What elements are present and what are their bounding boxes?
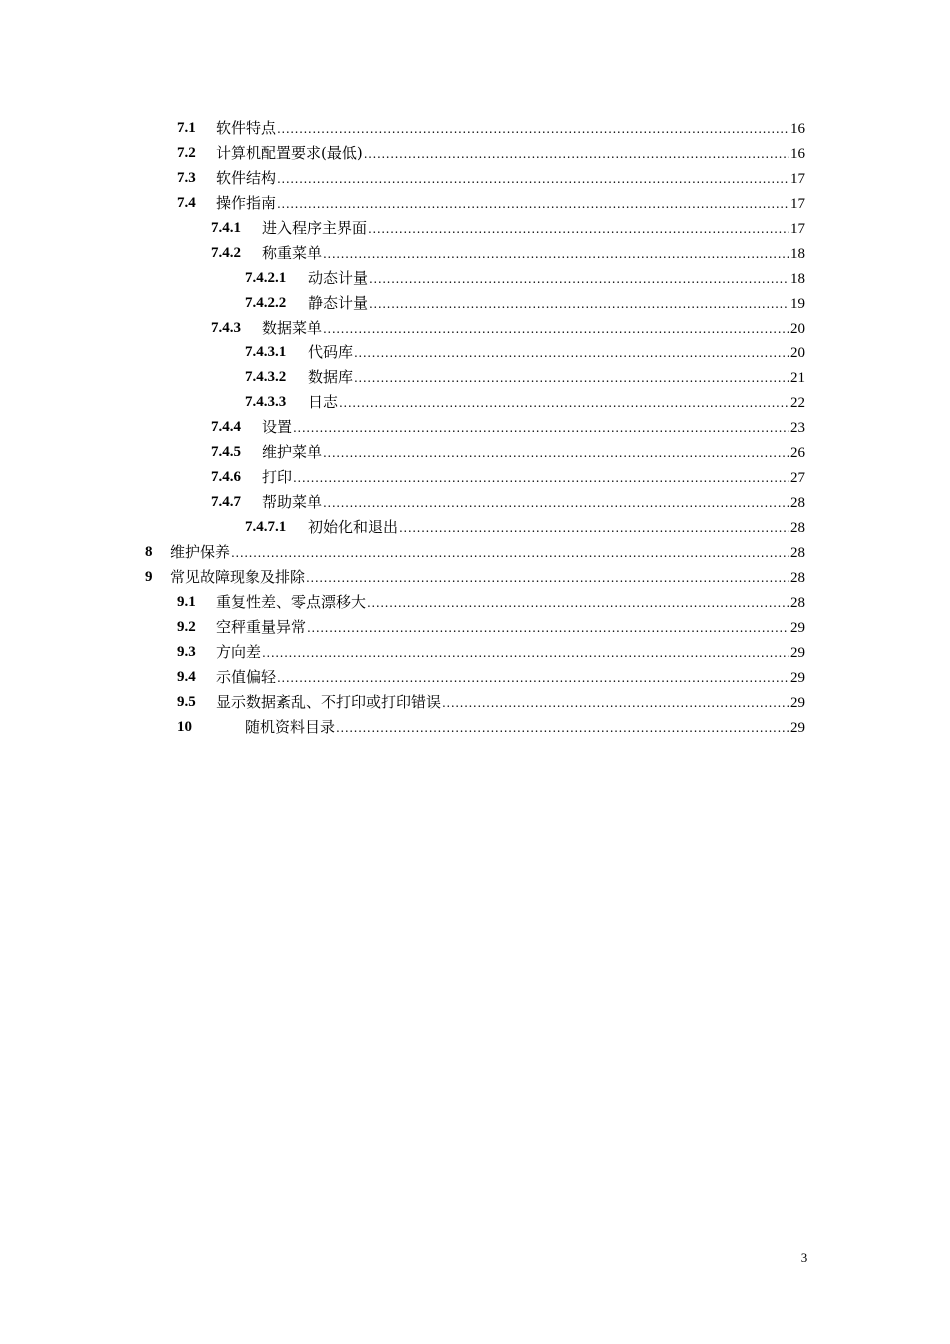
- toc-entry-number: 9.1: [177, 593, 196, 610]
- toc-entry-page: 29: [790, 719, 805, 736]
- toc-entry-line: [216, 166, 805, 192]
- toc-entry-number: 7.4: [177, 194, 196, 211]
- toc-entry[interactable]: [0, 166, 950, 191]
- toc-leader-dots: [262, 641, 789, 666]
- toc-entry-line: [216, 615, 805, 641]
- toc-entry[interactable]: [0, 540, 950, 565]
- toc-entry[interactable]: [0, 690, 950, 715]
- toc-entry[interactable]: [0, 565, 950, 590]
- toc-entry-number: 7.4.2: [211, 244, 241, 261]
- toc-entry-line: [262, 415, 805, 441]
- toc-leader-dots: [277, 167, 789, 192]
- toc-entry-line: [216, 590, 805, 616]
- toc-leader-dots: [368, 217, 789, 242]
- toc-entry-title: 空秤重量异常: [216, 617, 307, 636]
- toc-entry-title: 日志: [308, 393, 339, 412]
- toc-entry-title: 方向差: [216, 642, 262, 661]
- toc-entry-number: 7.4.2.2: [245, 294, 287, 311]
- toc-entry-page: 28: [790, 520, 805, 536]
- toc-entry[interactable]: [0, 390, 950, 415]
- toc-leader-dots: [364, 142, 789, 167]
- toc-entry-line: [216, 116, 805, 142]
- toc-leader-dots: [293, 466, 789, 491]
- toc-entry-title: 操作指南: [216, 193, 277, 212]
- toc-entry-page: 23: [790, 420, 805, 437]
- toc-leader-dots: [307, 616, 789, 641]
- toc-entry-line: [262, 216, 805, 242]
- toc-entry[interactable]: [0, 665, 950, 690]
- toc-entry[interactable]: [0, 490, 950, 515]
- toc-entry-page: 29: [790, 694, 805, 711]
- toc-entry-line: [216, 191, 805, 217]
- toc-entry-page: 28: [790, 594, 805, 611]
- toc-entry-number: 9.5: [177, 693, 196, 710]
- toc-entry-title: 维护保养: [170, 542, 231, 561]
- toc-entry[interactable]: [0, 440, 950, 465]
- toc-leader-dots: [354, 366, 789, 391]
- toc-entry-line: [308, 515, 805, 541]
- toc-entry-number: 7.4.4: [211, 419, 241, 436]
- toc-entry-page: 18: [790, 245, 805, 262]
- toc-entry-line: [262, 440, 805, 466]
- toc-entry-page: 27: [790, 470, 805, 487]
- toc-entry[interactable]: [0, 465, 950, 490]
- toc-entry-line: [170, 565, 805, 591]
- toc-entry-title: 静态计量: [308, 293, 369, 312]
- toc-entry-title: 帮助菜单: [262, 493, 323, 512]
- toc-entry-line: [262, 465, 805, 491]
- toc-entry-number: 7.4.2.1: [245, 269, 287, 286]
- page-number: 3: [800, 1250, 808, 1265]
- toc-leader-dots: [323, 317, 789, 342]
- toc-entry-page: 29: [790, 669, 805, 686]
- toc-leader-dots: [306, 566, 789, 591]
- toc-leader-dots: [442, 691, 789, 716]
- toc-entry-page: 19: [790, 295, 805, 312]
- toc-leader-dots: [277, 666, 789, 691]
- toc-entry[interactable]: [0, 515, 950, 540]
- toc-entry-title: 初始化和退出: [308, 518, 399, 536]
- toc-entry-page: 26: [790, 445, 805, 462]
- toc-entry-page: 28: [790, 569, 805, 586]
- toc-entry-number: 9.2: [177, 618, 196, 635]
- toc-entry-page: 28: [790, 495, 805, 512]
- toc-entry-title: 打印: [262, 468, 293, 487]
- toc-entry[interactable]: [0, 191, 950, 216]
- toc-leader-dots: [367, 591, 789, 616]
- toc-entry-line: [308, 390, 805, 416]
- toc-entry[interactable]: [0, 241, 950, 266]
- toc-entry-title: 数据库: [308, 368, 354, 387]
- toc-entry[interactable]: [0, 590, 950, 615]
- toc-entry-number: 7.4.3: [211, 319, 241, 336]
- toc-leader-dots: [277, 117, 789, 142]
- toc-leader-dots: [231, 541, 789, 566]
- toc-entry-page: 16: [790, 145, 805, 162]
- toc-entry[interactable]: [0, 615, 950, 640]
- toc-entry-title: 动态计量: [308, 268, 369, 287]
- toc-entry-number: 7.2: [177, 144, 196, 161]
- toc-entry[interactable]: [0, 715, 950, 740]
- toc-entry-number: 10: [177, 718, 192, 735]
- toc-entry-page: 16: [790, 121, 805, 137]
- toc-entry-number: 7.4.6: [211, 469, 241, 486]
- toc-entry[interactable]: [0, 291, 950, 316]
- toc-entry-line: [308, 291, 805, 317]
- toc-entry-line: [170, 540, 805, 566]
- toc-leader-dots: [323, 491, 789, 516]
- toc-entry-line: [262, 490, 805, 516]
- toc-entry-line: [216, 640, 805, 666]
- toc-entry-line: [308, 365, 805, 391]
- toc-entry-number: 7.4.7.1: [245, 519, 287, 535]
- toc-entry[interactable]: [0, 141, 950, 166]
- toc-entry-title: 重复性差、零点漂移大: [216, 592, 367, 611]
- toc-entry-page: 28: [790, 544, 805, 561]
- toc-leader-dots: [369, 267, 789, 292]
- toc-entry-page: 22: [790, 395, 805, 412]
- toc-entry-number: 8: [145, 543, 153, 560]
- toc-entry-number: 9.3: [177, 643, 196, 660]
- toc-leader-dots: [369, 292, 789, 317]
- toc-leader-dots: [339, 391, 789, 416]
- toc-leader-dots: [336, 716, 789, 741]
- toc-entry-title: 随机资料目录: [245, 717, 336, 736]
- toc-entry-page: 29: [790, 644, 805, 661]
- toc-entry-line: [216, 665, 805, 691]
- toc-entry-title: 示值偏轻: [216, 667, 277, 686]
- toc-entry[interactable]: [0, 365, 950, 390]
- toc-entry-page: 21: [790, 370, 805, 387]
- toc-entry-page: 20: [790, 320, 805, 337]
- toc-entry-number: 7.3: [177, 169, 196, 186]
- toc-entry-number: 9: [145, 568, 153, 585]
- toc-entry-line: [262, 241, 805, 267]
- toc-entry-title: 进入程序主界面: [262, 218, 368, 237]
- toc-entry-title: 称重菜单: [262, 243, 323, 262]
- toc-entry[interactable]: [0, 640, 950, 665]
- table-of-contents: [0, 116, 950, 739]
- toc-entry-title: 设置: [262, 418, 293, 437]
- toc-leader-dots: [323, 242, 789, 267]
- toc-entry-number: 7.4.3.2: [245, 369, 287, 386]
- toc-leader-dots: [293, 416, 789, 441]
- toc-entry-line: [308, 340, 805, 366]
- toc-leader-dots: [399, 516, 789, 541]
- toc-entry-line: [216, 690, 805, 716]
- toc-entry-line: [262, 316, 805, 342]
- toc-entry-title: 常见故障现象及排除: [170, 567, 306, 586]
- toc-entry-page: 17: [790, 220, 805, 237]
- toc-entry-page: 29: [790, 619, 805, 636]
- toc-entry-number: 7.1: [177, 120, 196, 136]
- toc-entry-number: 7.4.3.3: [245, 394, 287, 411]
- toc-entry-page: 18: [790, 270, 805, 287]
- toc-entry-number: 7.4.7: [211, 494, 241, 511]
- toc-entry-title: 显示数据紊乱、不打印或打印错误: [216, 692, 442, 711]
- toc-entry[interactable]: [0, 340, 950, 365]
- toc-leader-dots: [277, 192, 789, 217]
- toc-entry-number: 9.4: [177, 668, 196, 685]
- toc-entry-title: 数据菜单: [262, 318, 323, 337]
- toc-entry-page: 17: [790, 170, 805, 187]
- toc-entry-number: 7.4.5: [211, 444, 241, 461]
- toc-entry[interactable]: [0, 415, 950, 440]
- toc-entry-page: 20: [790, 345, 805, 362]
- toc-entry-title: 维护菜单: [262, 443, 323, 462]
- toc-entry-title: 代码库: [308, 343, 354, 362]
- toc-entry[interactable]: [0, 116, 950, 141]
- toc-entry[interactable]: [0, 216, 950, 241]
- toc-entry-title: 计算机配置要求(最低): [216, 143, 363, 162]
- toc-entry[interactable]: [0, 316, 950, 341]
- toc-entry-title: 软件特点: [216, 119, 277, 137]
- toc-entry-number: 7.4.1: [211, 219, 241, 236]
- toc-entry-number: 7.4.3.1: [245, 344, 287, 361]
- toc-entry-line: [245, 715, 805, 741]
- toc-leader-dots: [354, 341, 789, 366]
- toc-entry-line: [216, 141, 805, 167]
- toc-entry-page: 17: [790, 195, 805, 212]
- toc-entry-title: 软件结构: [216, 168, 277, 187]
- toc-entry[interactable]: [0, 266, 950, 291]
- toc-leader-dots: [323, 441, 789, 466]
- toc-entry-line: [308, 266, 805, 292]
